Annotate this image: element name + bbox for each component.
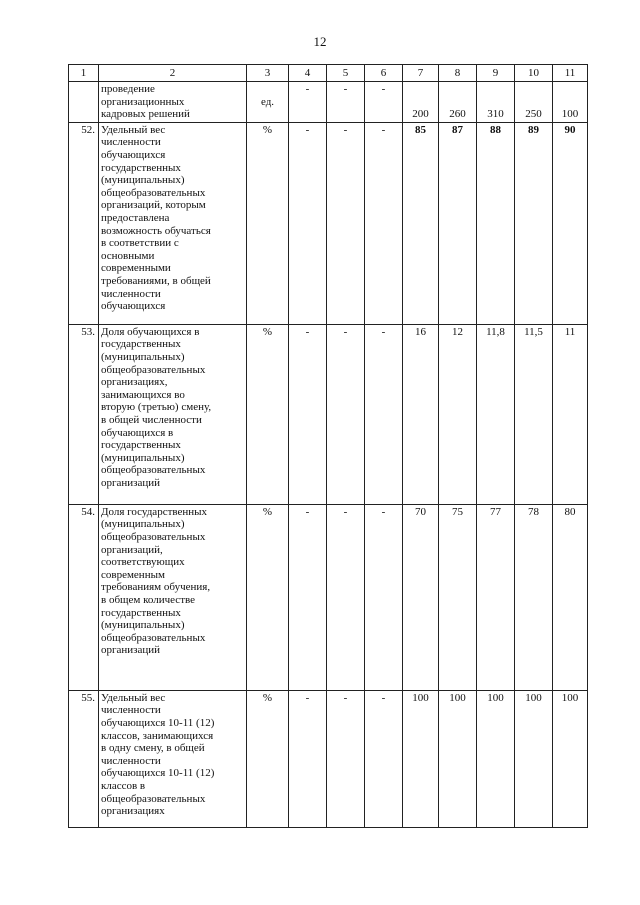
- value-cell: 11,5: [515, 324, 553, 504]
- value-cell: -: [289, 324, 327, 504]
- indicator-name: Удельный вес численности обучающихся 10-11 (12) классов, занимающихся в одну смену, в общей численности обучающихся 10-11 (12) классов в общеобразовательных организациях: [99, 690, 247, 827]
- value-cell: -: [327, 690, 365, 827]
- indicators-table: [68, 64, 588, 828]
- value-cell: -: [327, 122, 365, 324]
- value-cell: 16: [403, 324, 439, 504]
- indicator-name: Удельный вес численности обучающихся государственных (муниципальных) общеобразовательных организаций, которым предоставлена возможность обучаться в соответствии с основными современными требованиями, в общей численности обучающихся: [99, 122, 247, 324]
- table-row: [69, 82, 588, 123]
- column-header: 9: [477, 65, 515, 82]
- unit-cell: ед.: [247, 82, 289, 123]
- value-cell: 12: [439, 324, 477, 504]
- value-cell: 11: [553, 324, 588, 504]
- value-cell: -: [327, 324, 365, 504]
- unit-cell: %: [247, 122, 289, 324]
- value-cell: -: [365, 122, 403, 324]
- column-header: 8: [439, 65, 477, 82]
- value-cell: 250: [515, 82, 553, 123]
- row-number: 54.: [69, 504, 99, 690]
- page-number: 12: [313, 34, 327, 49]
- table-header-row: [69, 65, 588, 82]
- value-cell: -: [365, 690, 403, 827]
- unit-cell: %: [247, 504, 289, 690]
- value-cell: 77: [477, 504, 515, 690]
- column-header: 10: [515, 65, 553, 82]
- value-cell: -: [289, 690, 327, 827]
- value-cell: 100: [439, 690, 477, 827]
- value-cell: 80: [553, 504, 588, 690]
- value-cell: -: [289, 82, 327, 123]
- indicator-name: Доля государственных (муниципальных) общеобразовательных организаций, соответствующих современным требованиям обучения, в общем количестве государственных (муниципальных) общеобразовательных организаций: [99, 504, 247, 690]
- value-cell: 100: [553, 690, 588, 827]
- value-cell: 75: [439, 504, 477, 690]
- value-cell: 87: [439, 122, 477, 324]
- row-number: [69, 82, 99, 123]
- column-header: 1: [69, 65, 99, 82]
- value-cell: 70: [403, 504, 439, 690]
- value-cell: -: [365, 82, 403, 123]
- column-header: 4: [289, 65, 327, 82]
- value-cell: 90: [553, 122, 588, 324]
- indicator-name: Доля обучающихся в государственных (муниципальных) общеобразовательных организациях, занимающихся во вторую (третью) смену, в общей численности обучающихся в государственных (муниципальных) общеобразовательных организаций: [99, 324, 247, 504]
- table-row: [69, 690, 588, 827]
- table-row: [69, 324, 588, 504]
- unit-cell: %: [247, 690, 289, 827]
- table-row: [69, 122, 588, 324]
- column-header: 7: [403, 65, 439, 82]
- row-number: 55.: [69, 690, 99, 827]
- value-cell: 88: [477, 122, 515, 324]
- value-cell: 85: [403, 122, 439, 324]
- value-cell: -: [327, 82, 365, 123]
- value-cell: 100: [553, 82, 588, 123]
- value-cell: 260: [439, 82, 477, 123]
- value-cell: 100: [403, 690, 439, 827]
- column-header: 2: [99, 65, 247, 82]
- column-header: 11: [553, 65, 588, 82]
- table-row: [69, 504, 588, 690]
- value-cell: 200: [403, 82, 439, 123]
- column-header: 6: [365, 65, 403, 82]
- value-cell: -: [365, 324, 403, 504]
- unit-cell: %: [247, 324, 289, 504]
- indicator-name: проведение организационных кадровых решений: [99, 82, 247, 123]
- column-header: 3: [247, 65, 289, 82]
- value-cell: 89: [515, 122, 553, 324]
- value-cell: 78: [515, 504, 553, 690]
- value-cell: 100: [477, 690, 515, 827]
- value-cell: -: [365, 504, 403, 690]
- row-number: 52.: [69, 122, 99, 324]
- column-header: 5: [327, 65, 365, 82]
- value-cell: -: [289, 504, 327, 690]
- value-cell: 100: [515, 690, 553, 827]
- value-cell: -: [327, 504, 365, 690]
- value-cell: 11,8: [477, 324, 515, 504]
- row-number: 53.: [69, 324, 99, 504]
- value-cell: -: [289, 122, 327, 324]
- value-cell: 310: [477, 82, 515, 123]
